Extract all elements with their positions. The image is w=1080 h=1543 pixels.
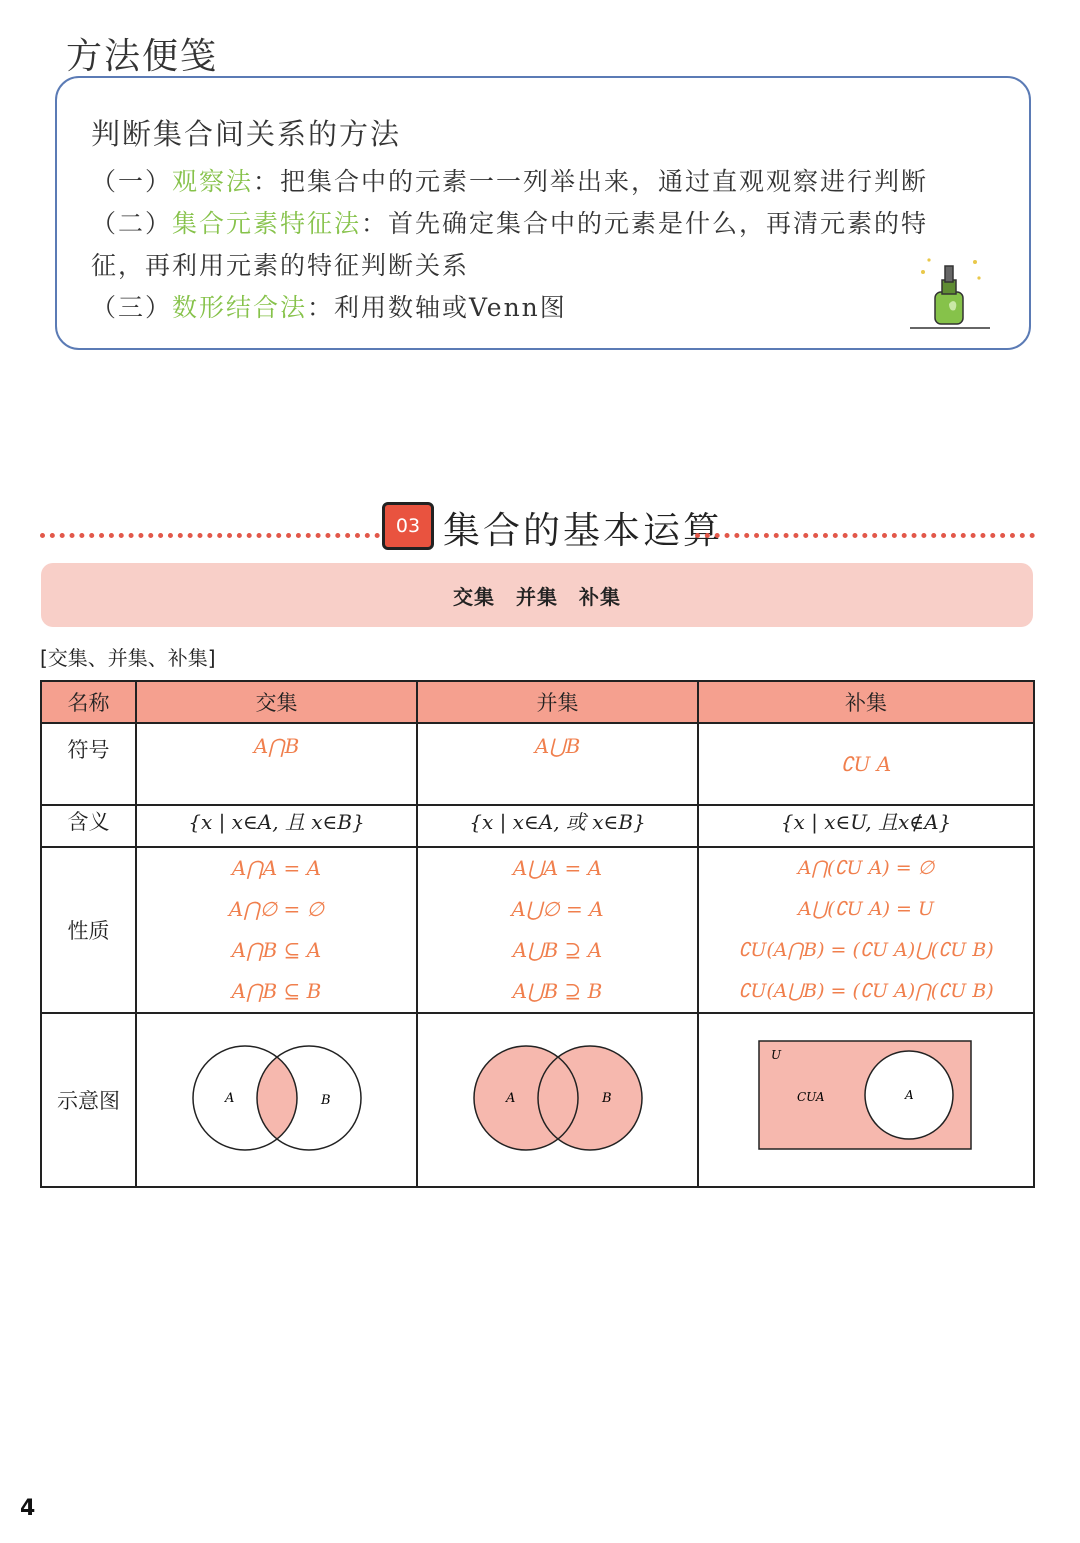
tips-title: 方法便笺 bbox=[66, 36, 219, 77]
tips-line-1 bbox=[91, 162, 928, 198]
row-label-meaning: 含义 bbox=[41, 805, 136, 847]
venn-label-a: A bbox=[224, 1091, 234, 1106]
tips-line-2 bbox=[91, 204, 928, 240]
properties-intersection bbox=[136, 847, 417, 1013]
header-complement: 补集 bbox=[698, 681, 1034, 723]
page-number: 4 bbox=[20, 1496, 36, 1521]
tips-heading: 判断集合间关系的方法 bbox=[91, 117, 402, 151]
topic-band: 交集 并集 补集 bbox=[41, 563, 1033, 627]
venn-label-b: B bbox=[320, 1093, 331, 1108]
tips-line-3: 征，再利用元素的特征判断关系 bbox=[91, 251, 470, 280]
section-divider-left bbox=[40, 533, 380, 538]
section-number-badge: 03 bbox=[382, 502, 434, 550]
meaning-intersection: {x | x∈A, 且 x∈B} bbox=[136, 805, 417, 847]
property-line: A⋃(∁U A) = U bbox=[797, 898, 934, 920]
meaning-union: {x | x∈A, 或 x∈B} bbox=[417, 805, 698, 847]
tips-line-1-prefix: （一） bbox=[91, 167, 173, 196]
properties-complement bbox=[698, 847, 1034, 1013]
property-line: A⋂(∁U A) = ∅ bbox=[797, 857, 935, 879]
property-line: A⋂∅ = ∅ bbox=[228, 897, 325, 921]
tips-line-4 bbox=[91, 288, 567, 324]
properties-union bbox=[417, 847, 698, 1013]
header-name: 名称 bbox=[41, 681, 136, 723]
section-divider-right bbox=[695, 533, 1035, 538]
tips-line-1-text: ：把集合中的元素一一列举出来，通过直观观察进行判断 bbox=[253, 167, 929, 196]
meaning-complement: {x | x∈U, 且x∉A} bbox=[698, 805, 1034, 847]
tips-line-4-method: 数形结合法 bbox=[172, 293, 308, 322]
row-label-symbol: 符号 bbox=[41, 723, 136, 805]
bottle-icon bbox=[905, 254, 995, 334]
property-line: A⋃∅ = A bbox=[511, 897, 604, 921]
header-intersection: 交集 bbox=[136, 681, 417, 723]
venn-label-a: A bbox=[905, 1088, 914, 1102]
symbol-union: A⋃B bbox=[417, 723, 698, 805]
tips-line-2-prefix: （二） bbox=[91, 209, 173, 238]
tips-line-4-text: ：利用数轴或Venn图 bbox=[307, 293, 567, 322]
venn-complement-cell bbox=[698, 1013, 1034, 1187]
property-line: A⋃B ⊇ B bbox=[512, 979, 603, 1003]
property-line: ∁U(A⋃B) = (∁U A)⋂(∁U B) bbox=[738, 980, 994, 1002]
venn-intersection-diagram bbox=[177, 1038, 377, 1158]
property-line: A⋂B ⊆ A bbox=[231, 938, 322, 962]
tips-line-2-method: 集合元素特征法 bbox=[172, 209, 362, 238]
symbol-complement: ∁U A bbox=[698, 723, 1034, 805]
row-label-figure: 示意图 bbox=[41, 1013, 136, 1187]
tips-line-2-text: ：首先确定集合中的元素是什么，再清元素的特 bbox=[361, 209, 929, 238]
property-line: A⋃B ⊇ A bbox=[512, 938, 603, 962]
venn-label-cua: CUA bbox=[797, 1090, 825, 1104]
symbol-intersection: A⋂B bbox=[136, 723, 417, 805]
venn-union-cell bbox=[417, 1013, 698, 1187]
property-line: A⋂A = A bbox=[231, 856, 322, 880]
venn-complement-diagram bbox=[751, 1033, 981, 1163]
property-line: A⋂B ⊆ B bbox=[231, 979, 322, 1003]
header-union: 并集 bbox=[417, 681, 698, 723]
venn-label-b: B bbox=[601, 1091, 612, 1106]
tips-box bbox=[55, 76, 1031, 350]
table-caption: [交集、并集、补集] bbox=[40, 646, 216, 670]
row-label-property: 性质 bbox=[41, 847, 136, 1013]
venn-label-a: A bbox=[505, 1091, 515, 1106]
property-line: ∁U(A⋂B) = (∁U A)⋃(∁U B) bbox=[738, 939, 994, 961]
property-line: A⋃A = A bbox=[512, 856, 603, 880]
venn-label-u: U bbox=[771, 1048, 782, 1062]
venn-union-diagram bbox=[458, 1038, 658, 1158]
venn-intersection-cell bbox=[136, 1013, 417, 1187]
tips-line-1-method: 观察法 bbox=[172, 167, 254, 196]
section-title: 集合的基本运算 bbox=[443, 509, 723, 552]
set-operations-table bbox=[40, 680, 1035, 1188]
tips-line-4-prefix: （三） bbox=[91, 293, 173, 322]
